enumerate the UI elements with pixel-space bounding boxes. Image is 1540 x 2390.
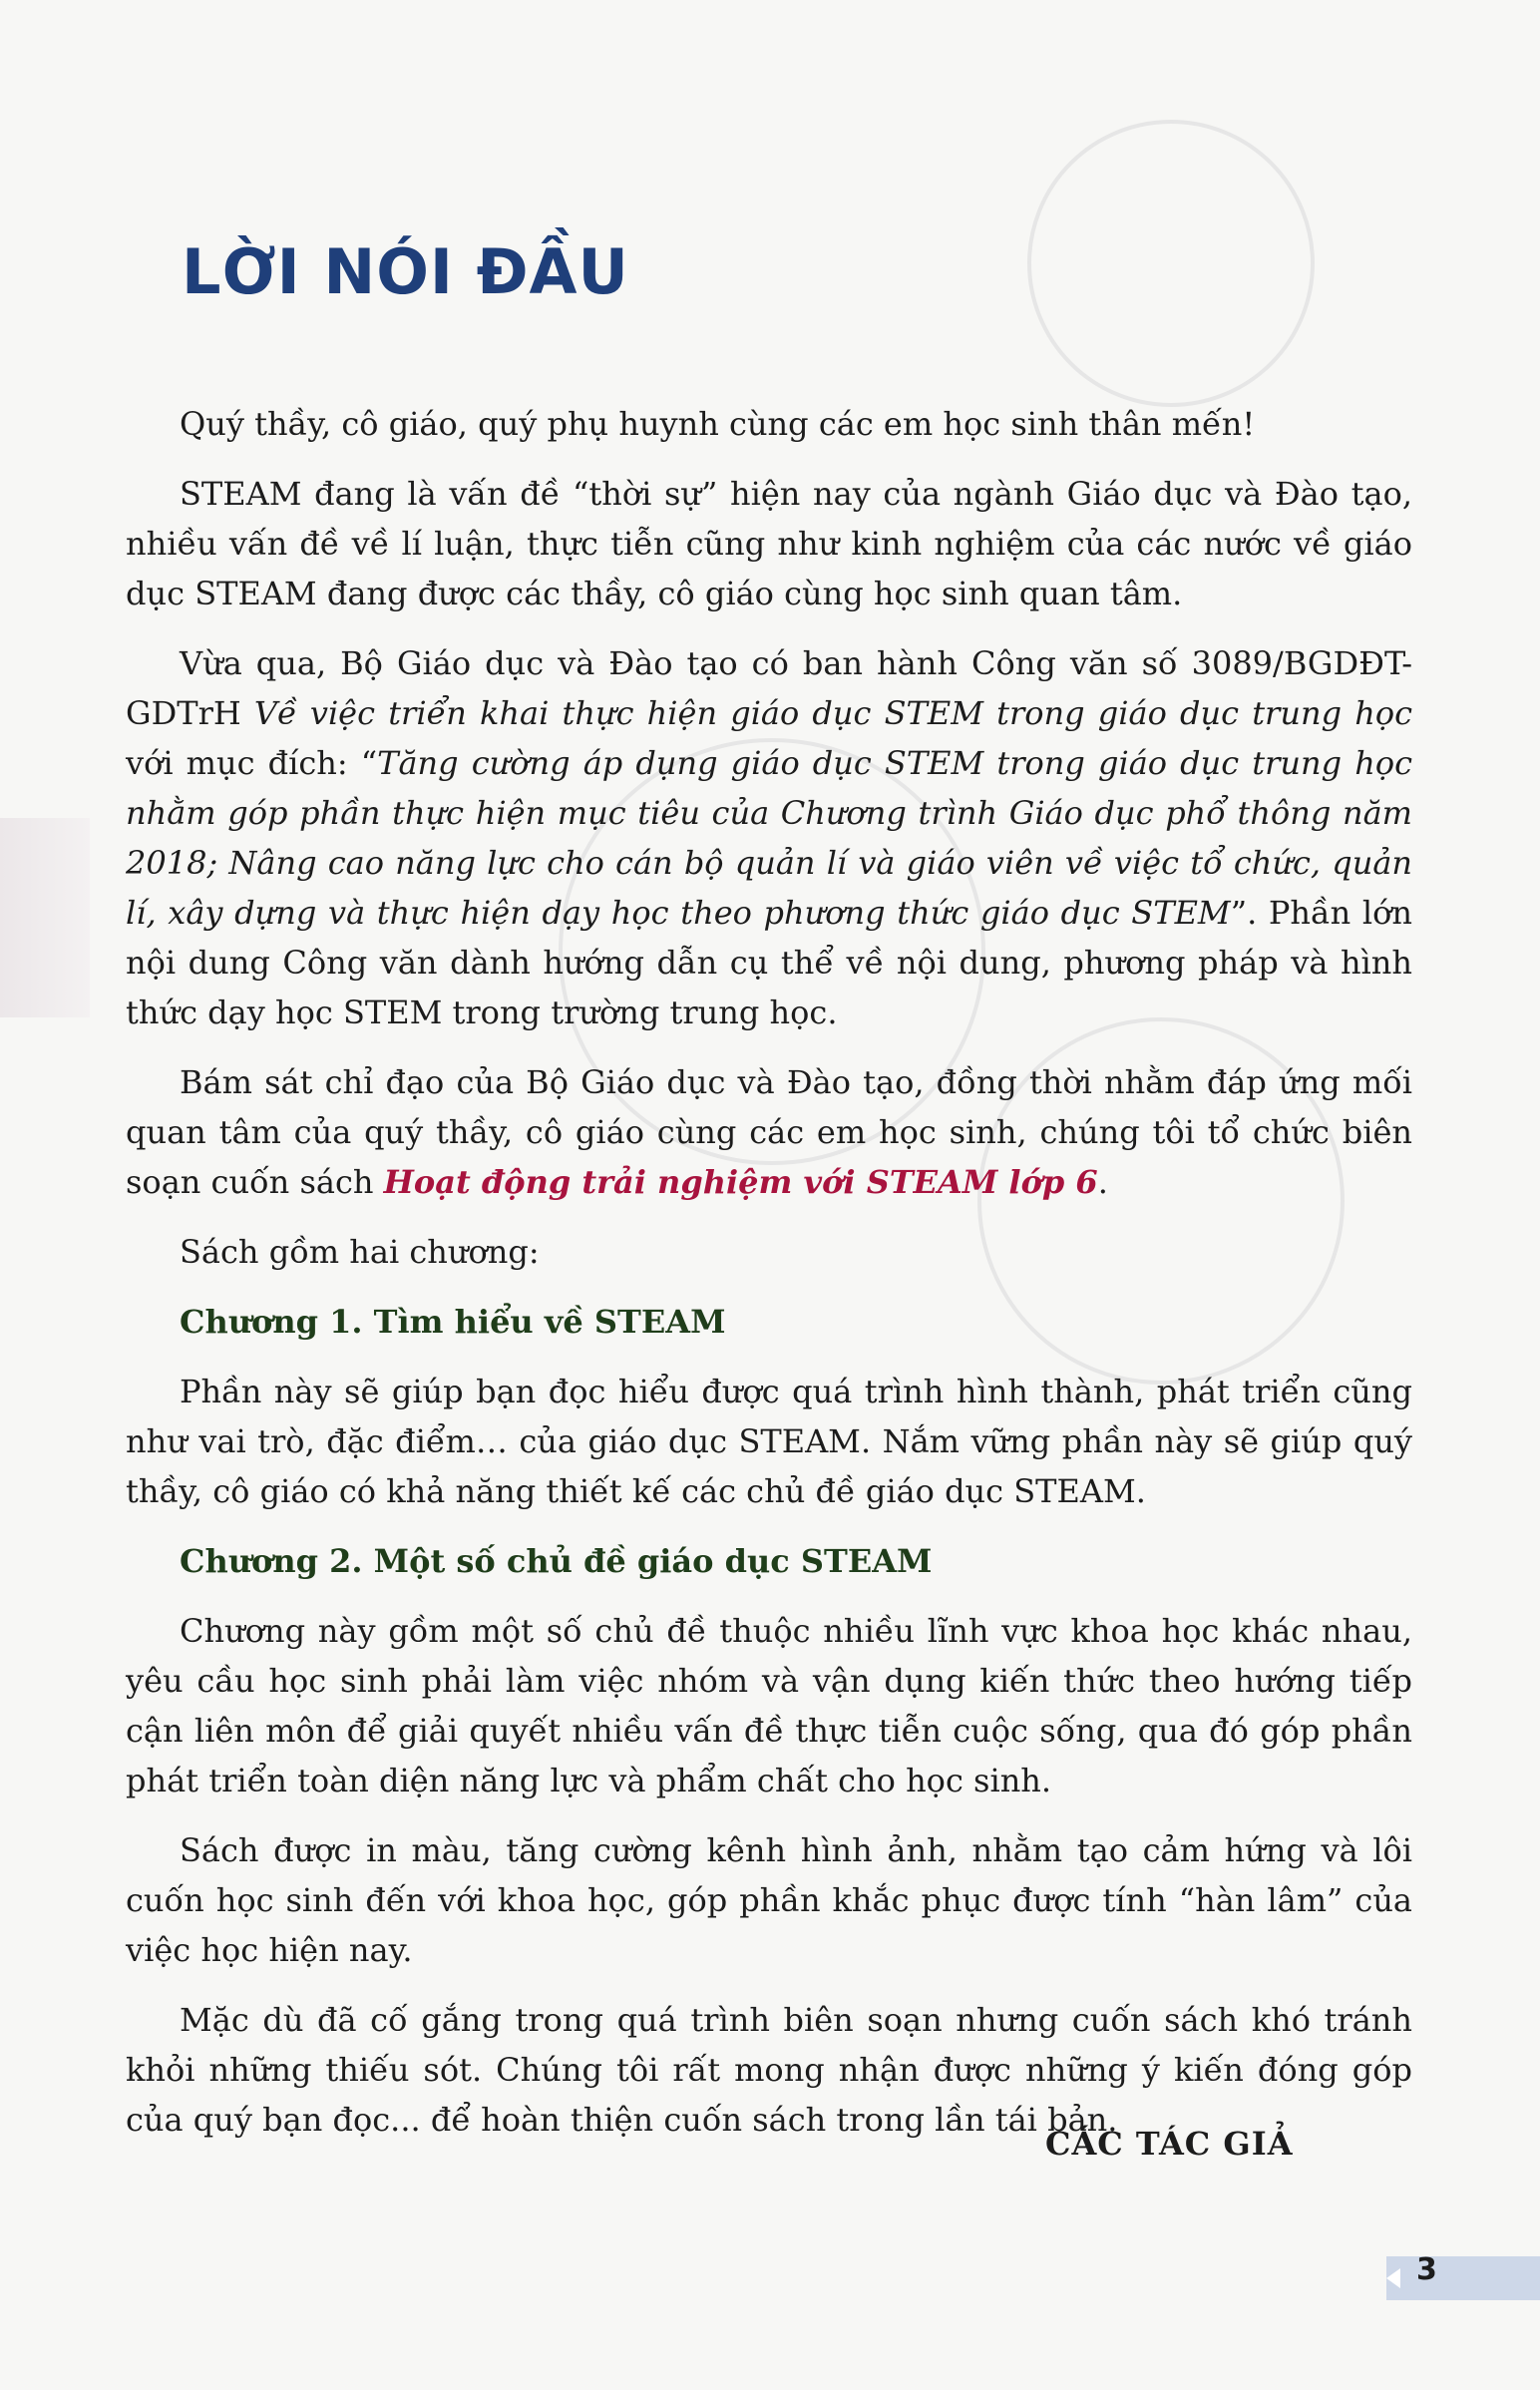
signature: CÁC TÁC GIẢ [1045,2125,1294,2163]
background-side-band [0,818,90,1017]
chapter-2-heading: Chương 2. Một số chủ đề giáo dục STEAM [180,1542,933,1580]
chapter-1-description: Phần này sẽ giúp bạn đọc hiểu được quá trình hình thành, phát triển cũng như vai trò, đặc điểm… của giáo dục STEAM. Nắm vững phần này sẽ giúp quý thầy, cô giáo có khả năng thiết kế các chủ đề giáo dục STEAM. [126,1373,1412,1510]
page-number-tab [1386,2256,1540,2300]
greeting-paragraph: Quý thầy, cô giáo, quý phụ huynh cùng các em học sinh thân mến! [180,405,1256,443]
background-watermark-ring [1027,120,1315,407]
purpose-text-a: Bám sát chỉ đạo của Bộ Giáo dục và Đào tạo, đồng thời nhằm đáp ứng mối quan tâm của quý thầy, cô giáo cùng các em học sinh, chúng tôi tổ chức biên soạn cuốn sách [126,1063,1412,1201]
preface-body [126,399,1412,2145]
purpose-paragraph [126,1057,1412,1207]
directive-text-e: ”. Phần lớn nội dung Công văn dành hướng dẫn cụ thể về nội dung, phương pháp và hình thức dạy học STEM trong trường trung học. [126,894,1413,1031]
directive-text-a: Vừa qua, Bộ Giáo dục và Đào tạo có ban hành Công văn số 3089/BGDĐT-GDTrH [126,644,1412,732]
book-title: Hoạt động trải nghiệm với STEAM lớp 6 [383,1163,1098,1201]
directive-title-italic: Về việc triển khai thực hiện giáo dục STEM trong giáo dục trung học [253,694,1413,732]
closing-paragraph: Mặc dù đã cố gắng trong quá trình biên soạn nhưng cuốn sách khó tránh khỏi những thiếu sót. Chúng tôi rất mong nhận được những ý kiến đóng góp của quý bạn đọc... để hoàn thiện cuốn sách trong lần tái bản. [126,2001,1412,2139]
purpose-text-c: . [1097,1163,1108,1201]
print-paragraph: Sách được in màu, tăng cường kênh hình ảnh, nhằm tạo cảm hứng và lôi cuốn học sinh đến với khoa học, góp phần khắc phục được tính “hàn lâm” của việc học hiện nay. [126,1831,1412,1969]
intro-paragraph: STEAM đang là vấn đề “thời sự” hiện nay của ngành Giáo dục và Đào tạo, nhiều vấn đề về lí luận, thực tiễn cũng như kinh nghiệm của các nước về giáo dục STEAM đang được các thầy, cô giáo cùng học sinh quan tâm. [126,475,1412,612]
chapter-1-heading: Chương 1. Tìm hiểu về STEAM [180,1303,726,1341]
page-tab-arrow-icon [1386,2268,1400,2288]
page-number: 3 [1416,2252,1437,2287]
directive-paragraph [126,638,1412,1037]
page-title: LỜI NÓI ĐẦU [182,235,629,308]
structure-paragraph: Sách gồm hai chương: [180,1233,540,1271]
chapter-2-description: Chương này gồm một số chủ đề thuộc nhiều lĩnh vực khoa học khác nhau, yêu cầu học sinh phải làm việc nhóm và vận dụng kiến thức theo hướng tiếp cận liên môn để giải quyết nhiều vấn đề thực tiễn cuộc sống, qua đó góp phần phát triển toàn diện năng lực và phẩm chất cho học sinh. [126,1612,1412,1799]
directive-text-c: với mục đích: “ [126,744,378,782]
directive-quote-italic: Tăng cường áp dụng giáo dục STEM trong giáo dục trung học nhằm góp phần thực hiện mục tiêu của Chương trình Giáo dục phổ thông năm 2018; Nâng cao năng lực cho cán bộ quản lí và giáo viên về việc tổ chức, quản lí, xây dựng và thực hiện dạy học theo phương thức giáo dục STEM [126,744,1413,932]
